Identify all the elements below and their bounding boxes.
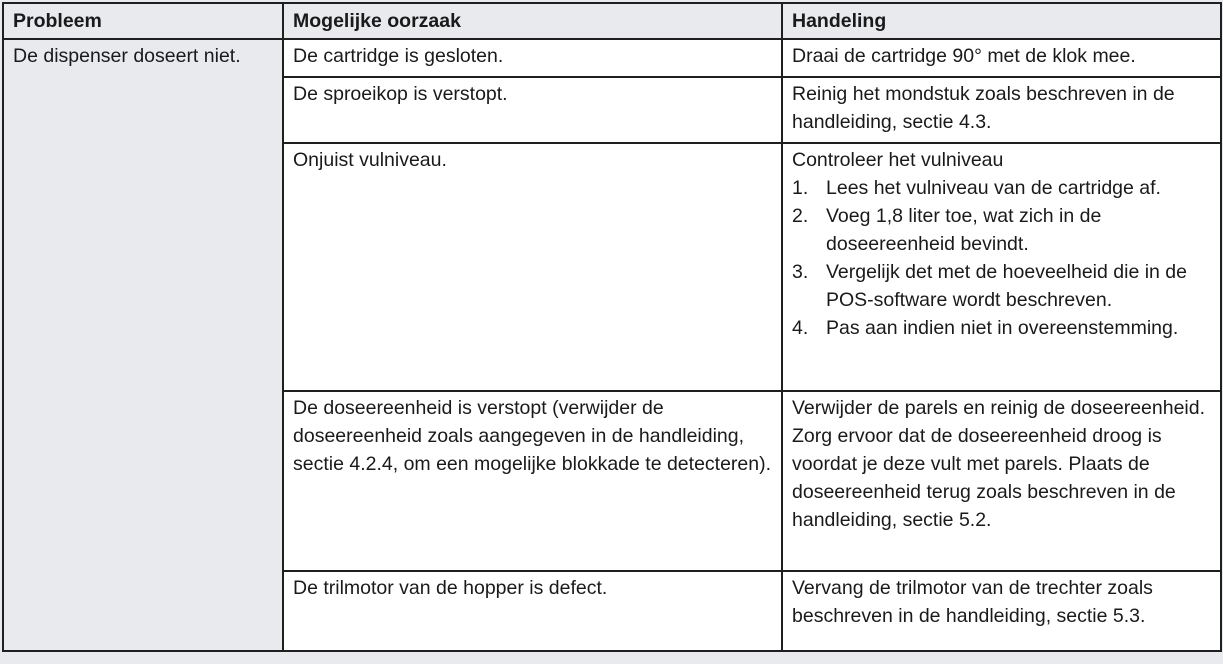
step-text: Pas aan indien niet in overeenstemming. (826, 317, 1179, 339)
handeling-cell: Draai de cartridge 90° met de klok mee. (782, 39, 1221, 77)
troubleshooting-table (2, 2, 1222, 652)
step-text: Voeg 1,8 liter toe, wat zich in de doseereenheid bevindt. (826, 205, 1102, 255)
step-number: 3. (792, 261, 809, 283)
step-text: Lees het vulniveau van de cartridge af. (826, 177, 1161, 199)
steps-list (792, 174, 1211, 342)
oorzaak-cell: De sproeikop is verstopt. (283, 77, 782, 143)
handeling-cell (782, 143, 1221, 391)
step-number: 4. (792, 317, 809, 339)
step-number: 1. (792, 177, 809, 199)
table-row (3, 39, 1221, 77)
handeling-intro: Controleer het vulniveau (792, 149, 1004, 171)
list-item (792, 202, 1211, 258)
oorzaak-cell: De cartridge is gesloten. (283, 39, 782, 77)
header-row (3, 3, 1221, 39)
probleem-cell: De dispenser doseert niet. (3, 39, 283, 651)
oorzaak-cell: De trilmotor van de hopper is defect. (283, 571, 782, 651)
step-number: 2. (792, 205, 809, 227)
list-item (792, 258, 1211, 314)
list-item (792, 174, 1211, 202)
header-oorzaak: Mogelijke oorzaak (283, 3, 782, 39)
oorzaak-cell: Onjuist vulniveau. (283, 143, 782, 391)
header-handeling: Handeling (782, 3, 1221, 39)
oorzaak-cell: De doseereenheid is verstopt (verwijder de doseereenheid zoals aangegeven in de handleiding, sectie 4.2.4, om een mogelijke blokkade te detecteren). (283, 391, 782, 571)
list-item (792, 314, 1211, 342)
header-probleem: Probleem (3, 3, 283, 39)
handeling-cell: Reinig het mondstuk zoals beschreven in de handleiding, sectie 4.3. (782, 77, 1221, 143)
step-text: Vergelijk det met de hoeveelheid die in de POS-software wordt beschreven. (826, 261, 1187, 311)
handeling-cell: Verwijder de parels en reinig de doseereenheid. Zorg ervoor dat de doseereenheid droog is voordat je deze vult met parels. Plaats de doseereenheid terug zoals beschreven in de handleiding, sectie 5.2. (782, 391, 1221, 571)
handeling-cell: Vervang de trilmotor van de trechter zoals beschreven in de handleiding, sectie 5.3. (782, 571, 1221, 651)
